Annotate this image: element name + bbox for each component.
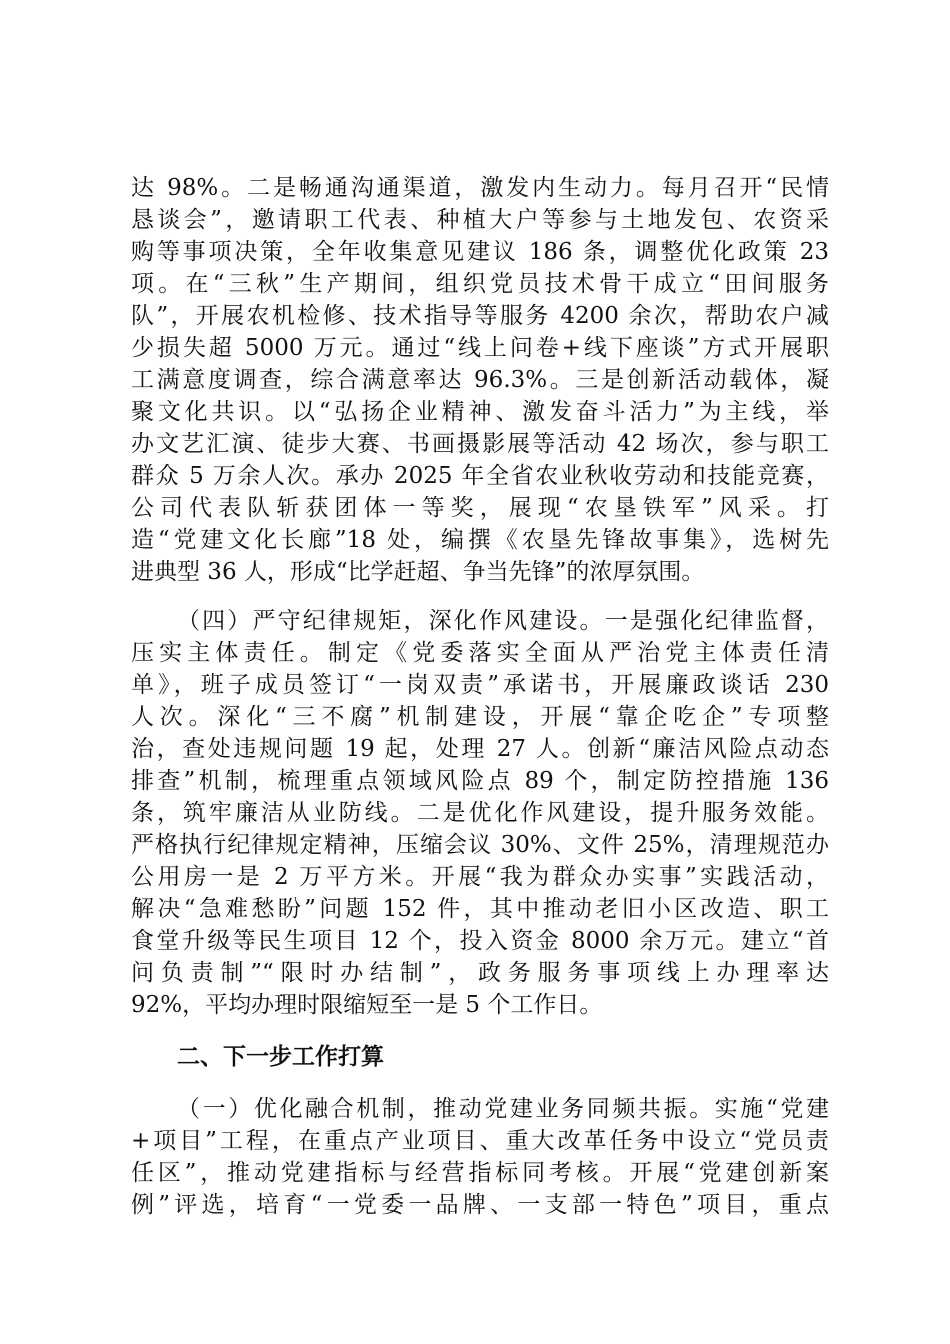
text-line: 购等事项决策，全年收集意见建议 186 条，调整优化政策 23 (131, 239, 829, 265)
text-line: +项目”工程，在重点产业项目、重大改革任务中设立“党员责 (131, 1128, 829, 1154)
text-line: 工满意度调查，综合满意率达 96.3%。三是创新活动载体，凝 (131, 367, 829, 393)
section-heading: 二、下一步工作打算 (177, 1044, 384, 1070)
text-line: 解决“急难愁盼”问题 152 件，其中推动老旧小区改造、职工 (131, 896, 829, 922)
text-line: 治，查处违规问题 19 起，处理 27 人。创新“廉洁风险点动态 (131, 736, 829, 762)
text-line: 任区”，推动党建指标与经营指标同考核。开展“党建创新案 (131, 1160, 829, 1186)
text-line: 群众 5 万余人次。承办 2025 年全省农业秋收劳动和技能竞赛， (131, 463, 829, 489)
text-line: （四）严守纪律规矩，深化作风建设。一是强化纪律监督， (177, 608, 829, 634)
text-line: 恳谈会”，邀请职工代表、种植大户等参与土地发包、农资采 (131, 207, 829, 233)
text-line: 单》，班子成员签订“一岗双责”承诺书，开展廉政谈话 230 (131, 672, 829, 698)
text-line: 92%，平均办理时限缩短至一是 5 个工作日。 (131, 992, 603, 1018)
text-line: 排查”机制，梳理重点领域风险点 89 个，制定防控措施 136 (131, 768, 829, 794)
text-line: 进典型 36 人，形成“比学赶超、争当先锋”的浓厚氛围。 (131, 559, 705, 585)
text-line: 办文艺汇演、徒步大赛、书画摄影展等活动 42 场次，参与职工 (131, 431, 829, 457)
paragraph-spacer (131, 588, 829, 605)
text-line: 问负责制”“限时办结制”，政务服务事项线上办理率达 (131, 960, 829, 986)
text-line: （一）优化融合机制，推动党建业务同频共振。实施“党建 (177, 1096, 829, 1122)
heading-spacer (131, 1021, 829, 1039)
text-line: 严格执行纪律规定精神，压缩会议 30%、文件 25%，清理规范办 (131, 832, 829, 858)
text-line: 队”，开展农机检修、技术指导等服务 4200 余次，帮助农户减 (131, 303, 829, 329)
text-line: 例”评选，培育“一党委一品牌、一支部一特色”项目，重点 (131, 1192, 829, 1218)
text-line: 少损失超 5000 万元。通过“线上问卷+线下座谈”方式开展职 (131, 335, 829, 361)
document-page (131, 172, 829, 1221)
paragraph-integration-mechanism (131, 1093, 829, 1221)
text-line: 造“党建文化长廊”18 处，编撰《农垦先锋故事集》，选树先 (131, 527, 829, 553)
text-line: 压实主体责任。制定《党委落实全面从严治党主体责任清 (131, 640, 829, 666)
text-line: 公用房一是 2 万平方米。开展“我为群众办实事”实践活动， (131, 864, 829, 890)
heading-spacer (131, 1075, 829, 1093)
paragraph-discipline-style (131, 605, 829, 1021)
text-line: 食堂升级等民生项目 12 个，投入资金 8000 余万元。建立“首 (131, 928, 829, 954)
text-line: 聚文化共识。以“弘扬企业精神、激发奋斗活力”为主线，举 (131, 399, 829, 425)
text-line: 项。在“三秋”生产期间，组织党员技术骨干成立“田间服务 (131, 271, 829, 297)
paragraph-satisfaction-culture (131, 172, 829, 588)
text-line: 达 98%。二是畅通沟通渠道，激发内生动力。每月召开“民情 (131, 175, 829, 201)
text-line: 公司代表队斩获团体一等奖，展现“农垦铁军”风采。打 (131, 495, 829, 521)
text-line: 人次。深化“三不腐”机制建设，开展“靠企吃企”专项整 (131, 704, 829, 730)
text-line: 条，筑牢廉洁从业防线。二是优化作风建设，提升服务效能。 (131, 800, 829, 826)
